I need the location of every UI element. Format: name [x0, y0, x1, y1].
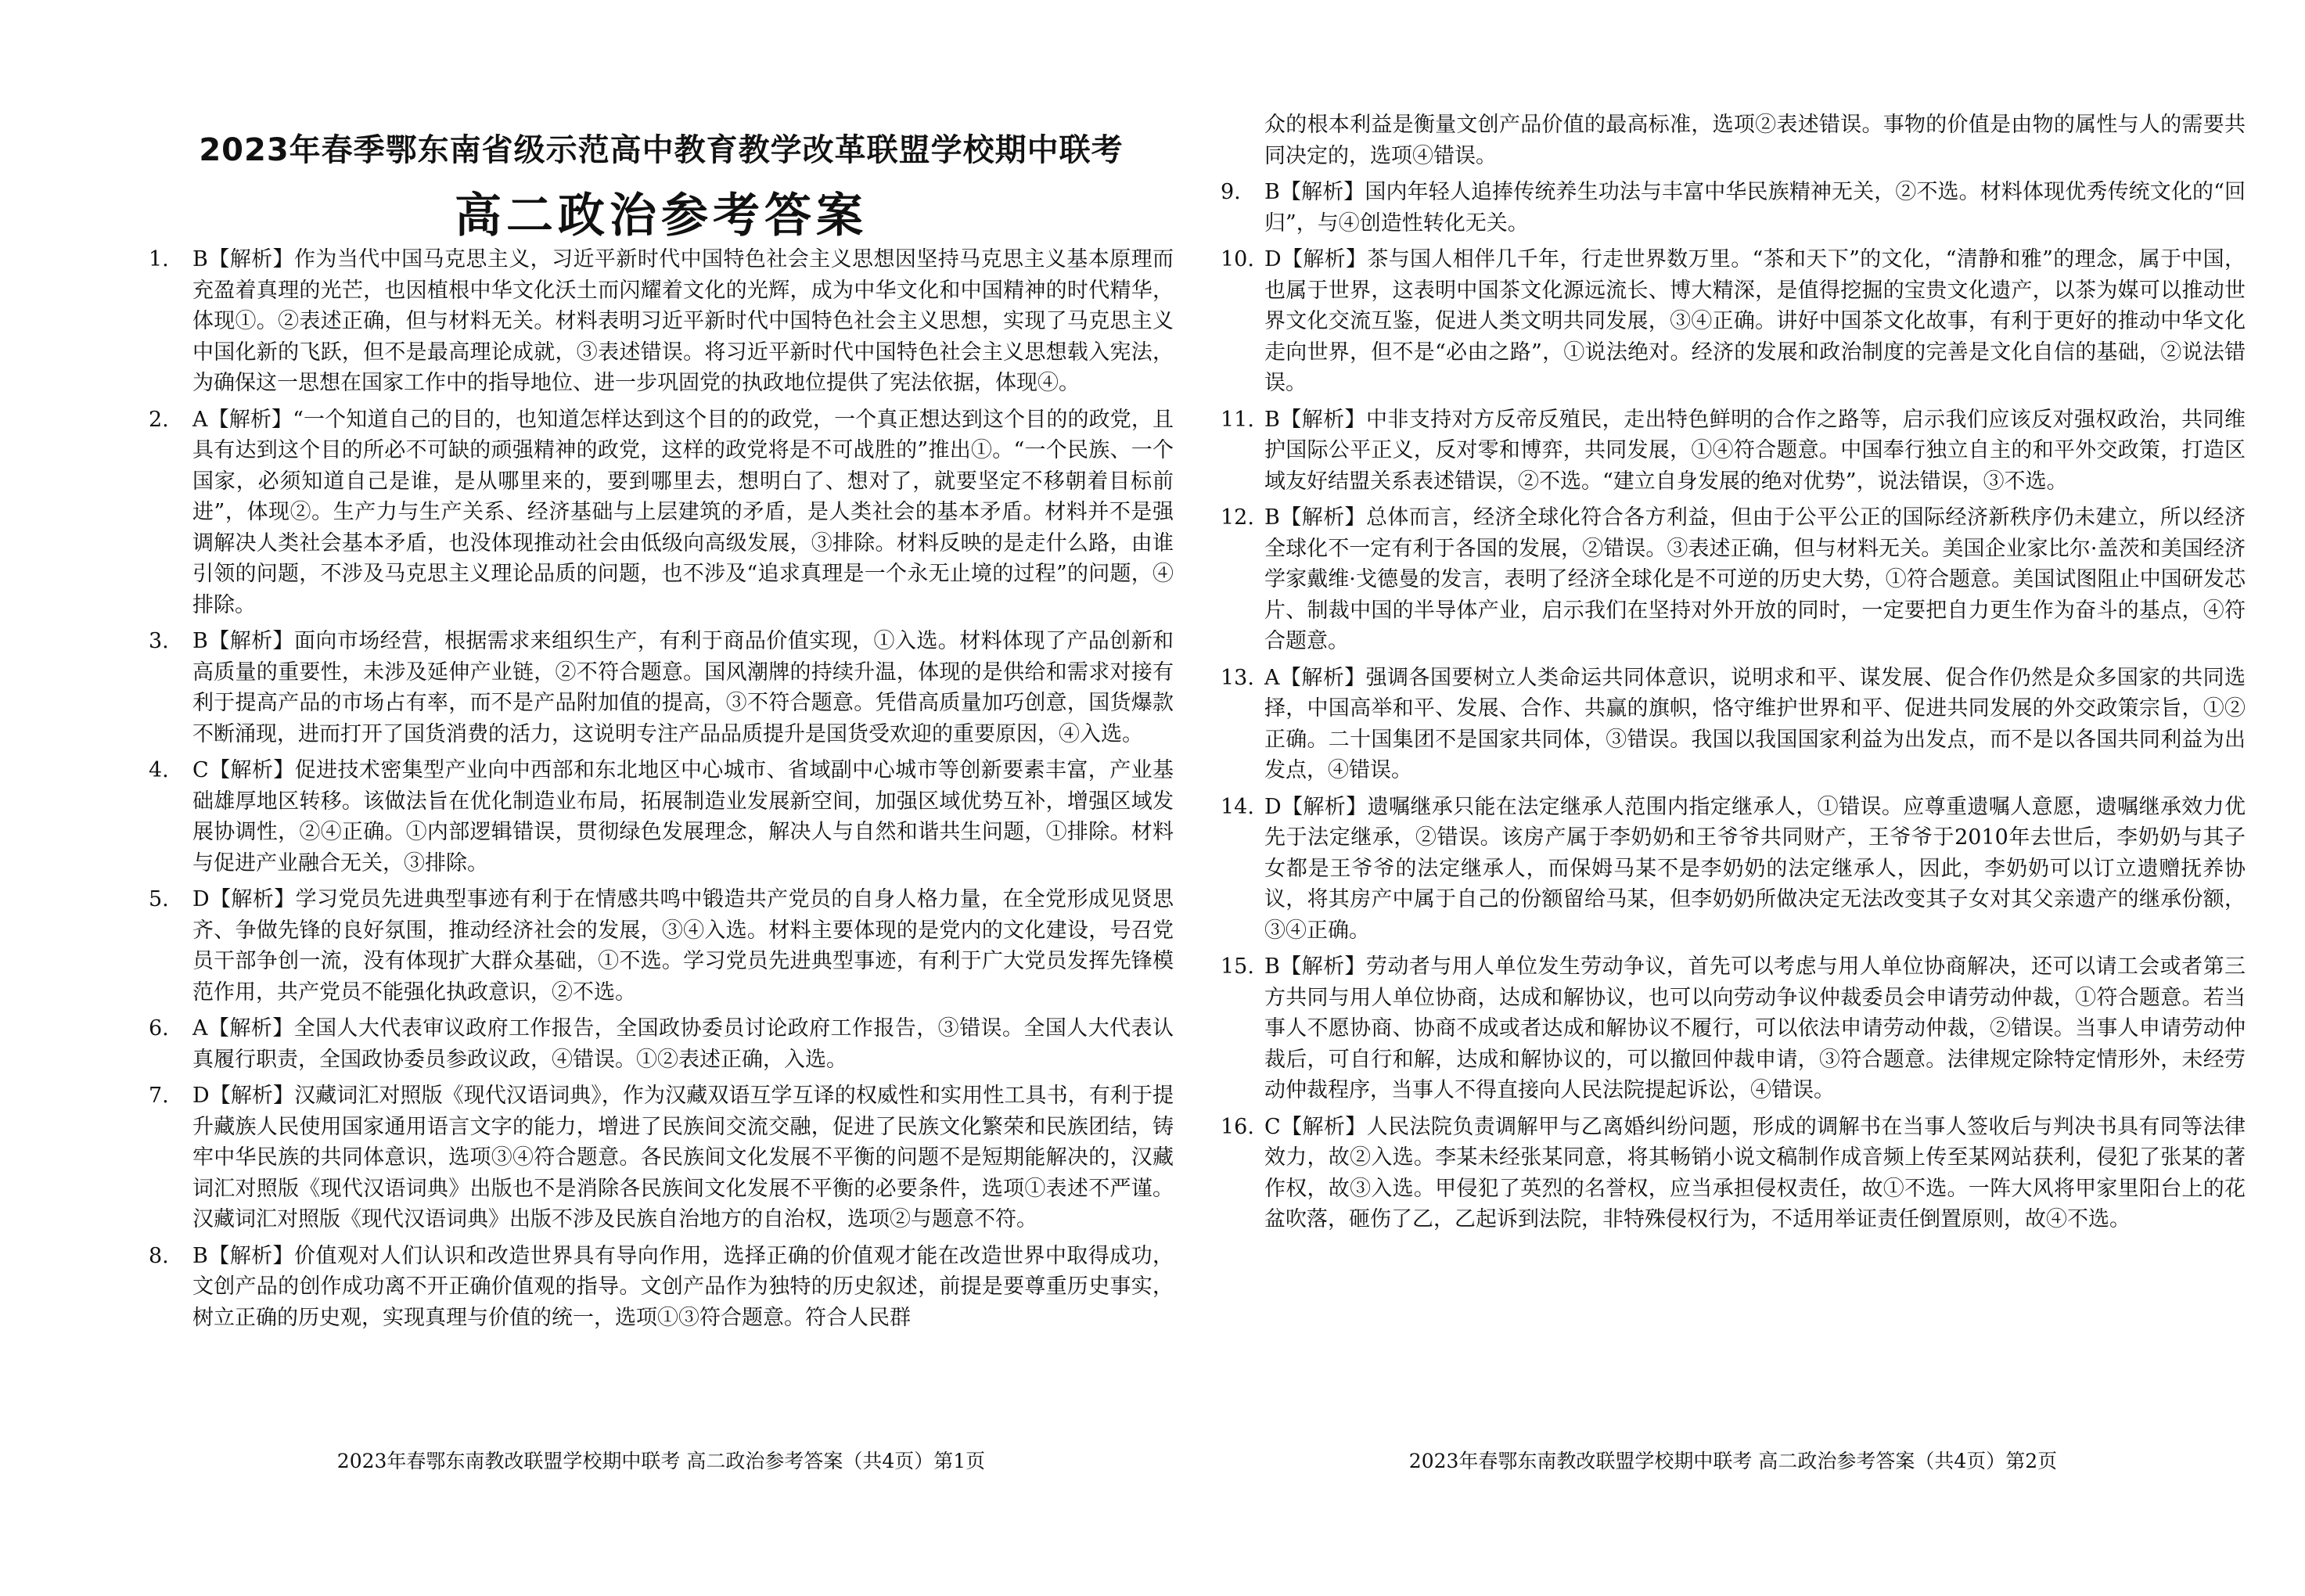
item-number: 3.	[149, 629, 169, 653]
answer-item-16	[1221, 1112, 2246, 1235]
answer-item-4	[149, 755, 1174, 879]
page-footer: 2023年春鄂东南教改联盟学校期中联考 高二政治参考答案（共4页）第2页	[1408, 1450, 2058, 1472]
answer-item-7	[149, 1080, 1174, 1235]
item-text: B【解析】国内年轻人追捧传统养生功法与丰富中华民族精神无关，②不选。材料体现优秀传统文化的“回归”，与④创造性转化无关。	[1264, 180, 2246, 235]
item-number: 6.	[149, 1016, 169, 1041]
page-footer: 2023年春鄂东南教改联盟学校期中联考 高二政治参考答案（共4页）第1页	[336, 1450, 986, 1472]
item-text: B【解析】价值观对人们认识和改造世界具有导向作用，选择正确的价值观才能在改造世界中取得成功，文创产品的创作成功离不开正确价值观的指导。文创产品作为独特的历史叙述，前提是要尊重历史事实，树立正确的历史观，实现真理与价值的统一，选项①③符合题意。符合人民群	[192, 1243, 1174, 1330]
item-number: 2.	[149, 407, 169, 432]
answer-item-13	[1221, 663, 2246, 786]
item-number: 7.	[149, 1084, 169, 1108]
item-text: C【解析】促进技术密集型产业向中西部和东北地区中心城市、省域副中心城市等创新要素丰富，产业基础雄厚地区转移。该做法旨在优化制造业布局，拓展制造业发展新空间，加强区域优势互补，增强区域发展协调性，②④正确。①内部逻辑错误，贯彻绿色发展理念，解决人与自然和谐共生问题，①排除。材料与促进产业融合无关，③排除。	[192, 758, 1174, 875]
answer-item-8	[149, 1241, 1174, 1334]
item-text: D【解析】汉藏词汇对照版《现代汉语词典》，作为汉藏双语互学互译的权威性和实用性工具书，有利于提升藏族人民使用国家通用语言文字的能力，增进了民族间交流交融，促进了民族文化繁荣和民族团结，铸牢中华民族的共同体意识，选项③④符合题意。各民族间文化发展不平衡的问题不是短期能解决的，汉藏词汇对照版《现代汉语词典》出版也不是消除各民族间文化发展不平衡的必要条件，选项①表述不严谨。汉藏词汇对照版《现代汉语词典》出版不涉及民族自治地方的自治权，选项②与题意不符。	[192, 1084, 1174, 1231]
item-text: D【解析】学习党员先进典型事迹有利于在情感共鸣中锻造共产党员的自身人格力量，在全党形成见贤思齐、争做先锋的良好氛围，推动经济社会的发展，③④入选。材料主要体现的是党内的文化建设，号召党员干部争创一流，没有体现扩大群众基础，①不选。学习党员先进典型事迹，有利于广大党员发挥先锋模范作用，共产党员不能强化执政意识，②不选。	[192, 887, 1174, 1005]
item-number: 11.	[1221, 407, 1254, 432]
item-number: 16.	[1221, 1114, 1254, 1139]
item-number: 5.	[149, 887, 169, 911]
answer-title: 高二政治参考答案	[455, 189, 868, 243]
item-text: A【解析】全国人大代表审议政府工作报告，全国政协委员讨论政府工作报告，③错误。全国人大代表认真履行职责，全国政协委员参政议政，④错误。①②表述正确，入选。	[192, 1016, 1174, 1072]
answer-item-11	[1221, 404, 2246, 498]
item-text: B【解析】面向市场经营，根据需求来组织生产，有利于商品价值实现，①入选。材料体现了产品创新和高质量的重要性，未涉及延伸产业链，②不符合题意。国风潮牌的持续升温，体现的是供给和需求对接有利于提高产品的市场占有率，而不是产品附加值的提高，③不符合题意。凭借高质量加巧创意，国货爆款不断涌现，进而打开了国货消费的活力，这说明专注产品品质提升是国货受欢迎的重要原因，④入选。	[192, 629, 1174, 746]
item-text: D【解析】茶与国人相伴几千年，行走世界数万里。“茶和天下”的文化，“清静和雅”的理念，属于中国，也属于世界，这表明中国茶文化源远流长、博大精深，是值得挖掘的宝贵文化遗产，以茶为媒可以推动世界文化交流互鉴，促进人类文明共同发展，③④正确。讲好中国茶文化故事，有利于更好的推动中华文化走向世界，但不是“必由之路”，①说法绝对。经济的发展和政治制度的完善是文化自信的基础，②说法错误。	[1264, 247, 2246, 395]
item-text: D【解析】遗嘱继承只能在法定继承人范围内指定继承人，①错误。应尊重遗嘱人意愿，遗嘱继承效力优先于法定继承，②错误。该房产属于李奶奶和王爷爷共同财产，王爷爷于2010年去世后，李奶奶与其子女都是王爷爷的法定继承人，而保姆马某不是李奶奶的法定继承人，因此，李奶奶可以订立遗赠抚养协议，将其房产中属于自己的份额留给马某，但李奶奶所做决定无法改变其子女对其父亲遗产的继承份额，③④正确。	[1264, 794, 2246, 943]
item-number: 4.	[149, 758, 169, 782]
answer-item-14	[1221, 792, 2246, 947]
exam-title: 2023年春季鄂东南省级示范高中教育教学改革联盟学校期中联考	[199, 132, 1124, 168]
item-text: B【解析】作为当代中国马克思主义，习近平新时代中国特色社会主义思想因坚持马克思主义基本原理而充盈着真理的光芒，也因植根中华文化沃土而闪耀着文化的光辉，成为中华文化和中国精神的时代精华，体现①。②表述正确，但与材料无关。材料表明习近平新时代中国特色社会主义思想，实现了马克思主义中国化新的飞跃，但不是最高理论成就，③表述错误。将习近平新时代中国特色社会主义思想载入宪法，为确保这一思想在国家工作中的指导地位、进一步巩固党的执政地位提供了宪法依据，体现④。	[192, 247, 1174, 395]
item-number: 1.	[149, 247, 169, 271]
answer-list	[149, 244, 1174, 1339]
answer-item-10	[1221, 244, 2246, 399]
answer-item-1	[149, 244, 1174, 399]
item-number: 8.	[149, 1243, 169, 1268]
answer-item-12	[1221, 502, 2246, 657]
item-text: B【解析】劳动者与用人单位发生劳动争议，首先可以考虑与用人单位协商解决，还可以请工会或者第三方共同与用人单位协商，达成和解协议，也可以向劳动争议仲裁委员会申请劳动仲裁，①符合题意。若当事人不愿协商、协商不成或者达成和解协议不履行，可以依法申请劳动仲裁，②错误。当事人申请劳动仲裁后，可自行和解，达成和解协议的，可以撤回仲裁申请，③符合题意。法律规定除特定情形外，未经劳动仲裁程序，当事人不得直接向人民法院提起诉讼，④错误。	[1264, 954, 2246, 1102]
item-number: 12.	[1221, 505, 1254, 530]
item-number: 14.	[1221, 794, 1254, 819]
answer-item-3	[149, 626, 1174, 749]
item-number: 9.	[1221, 180, 1241, 204]
answer-item-5	[149, 884, 1174, 1008]
item-text: B【解析】中非支持对方反帝反殖民，走出特色鲜明的合作之路等，启示我们应该反对强权政治，共同维护国际公平正义，反对零和博弈，共同发展，①④符合题意。中国奉行独立自主的和平外交政策，打造区域友好结盟关系表述错误，②不选。“建立自身发展的绝对优势”，说法错误，③不选。	[1264, 407, 2246, 494]
item-text: A【解析】“一个知道自己的目的，也知道怎样达到这个目的的政党，一个真正想达到这个目的的政党，且具有达到这个目的所必不可缺的顽强精神的政党，这样的政党将是不可战胜的”推出①。“一个民族、一个国家，必须知道自己是谁，是从哪里来的，要到哪里去，想明白了、想对了，就要坚定不移朝着目标前进”，体现②。生产力与生产关系、经济基础与上层建筑的矛盾，是人类社会的基本矛盾。材料并不是强调解决人类社会基本矛盾，也没体现推动社会由低级向高级发展，③排除。材料反映的是走什么路，由谁引领的问题，不涉及马克思主义理论品质的问题，也不涉及“追求真理是一个永无止境的过程”的问题，④排除。	[192, 407, 1174, 617]
item-text: A【解析】强调各国要树立人类命运共同体意识，说明求和平、谋发展、促合作仍然是众多国家的共同选择，中国高举和平、发展、合作、共赢的旗帜，恪守维护世界和平、促进共同发展的外交政策宗旨，①②正确。二十国集团不是国家共同体，③错误。我国以我国国家利益为出发点，而不是以各国共同利益为出发点，④错误。	[1264, 665, 2246, 782]
item-text: C【解析】人民法院负责调解甲与乙离婚纠纷问题，形成的调解书在当事人签收后与判决书具有同等法律效力，故②入选。李某未经张某同意，将其畅销小说文稿制作成音频上传至某网站获利，侵犯了张某的著作权，故③入选。甲侵犯了英烈的名誉权，应当承担侵权责任，故①不选。一阵大风将甲家里阳台上的花盆吹落，砸伤了乙，乙起诉到法院，非特殊侵权行为，不适用举证责任倒置原则，故④不选。	[1264, 1114, 2246, 1231]
item-8-continuation: 众的根本利益是衡量文创产品价值的最高标准，选项②表述错误。事物的价值是由物的属性与人的需要共同决定的，选项④错误。	[1264, 113, 2246, 168]
answer-item-9	[1221, 177, 2246, 239]
item-number: 15.	[1221, 954, 1254, 979]
item-text: B【解析】总体而言，经济全球化符合各方利益，但由于公平公正的国际经济新秩序仍未建立，所以经济全球化不一定有利于各国的发展，②错误。③表述正确，但与材料无关。美国企业家比尔·盖茨和美国经济学家戴维·戈德曼的发言，表明了经济全球化是不可逆的历史大势，①符合题意。美国试图阻止中国研发芯片、制裁中国的半导体产业，启示我们在坚持对外开放的同时，一定要把自力更生作为奋斗的基点，④符合题意。	[1264, 505, 2246, 653]
item-number: 10.	[1221, 247, 1254, 271]
answer-item-15	[1221, 951, 2246, 1106]
answer-item-2	[149, 404, 1174, 621]
item-number: 13.	[1221, 665, 1254, 690]
answer-list	[1221, 110, 2246, 1241]
answer-item-6	[149, 1013, 1174, 1075]
